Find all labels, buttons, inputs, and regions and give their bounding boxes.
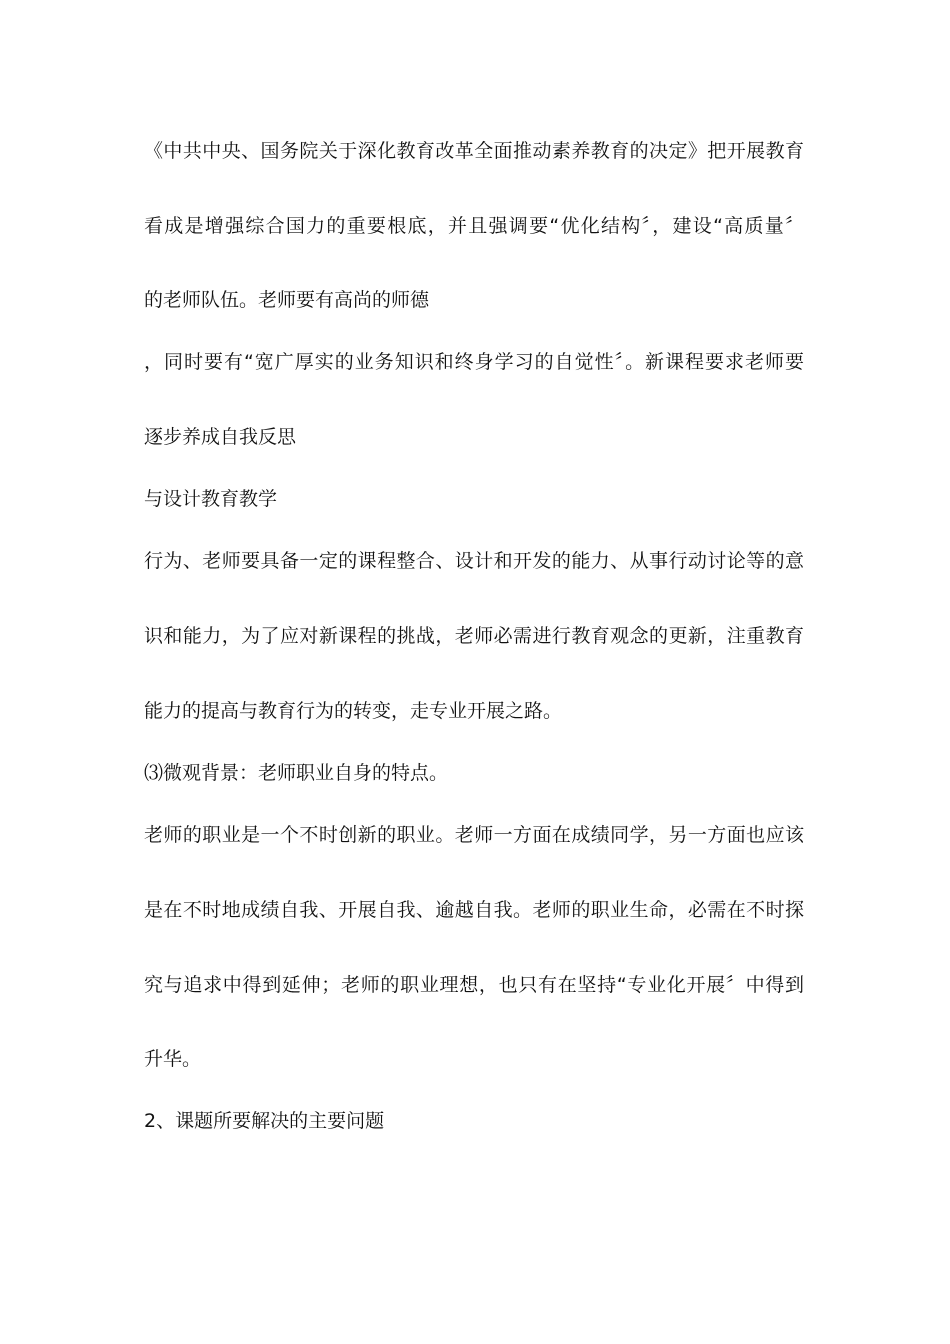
paragraph-line: 升华。	[144, 1048, 202, 1070]
paragraph-line: 看成是增强综合国力的重要根底，并且强调要“优化结构〞，建设“高质量〞	[144, 215, 804, 237]
paragraph-line: 逐步养成自我反思	[144, 426, 297, 448]
paragraph-line: 行为、老师要具备一定的课程整合、设计和开发的能力、从事行动讨论等的意	[144, 550, 804, 572]
paragraph-line: 《中共中央、国务院关于深化教育改革全面推动素养教育的决定》把开展教育	[144, 140, 804, 162]
paragraph-line: 的老师队伍。老师要有高尚的师德	[144, 289, 430, 311]
paragraph-line: ，同时要有“宽广厚实的业务知识和终身学习的自觉性〞。新课程要求老师要	[144, 351, 804, 373]
paragraph-line: 与设计教育教学	[144, 488, 278, 510]
section-heading: ⑶微观背景：老师职业自身的特点。	[144, 762, 449, 784]
paragraph-line: 究与追求中得到延伸；老师的职业理想，也只有在坚持“专业化开展〞中得到	[144, 974, 804, 996]
paragraph-line: 识和能力，为了应对新课程的挑战，老师必需进行教育观念的更新，注重教育	[144, 625, 804, 647]
paragraph-line: 能力的提高与教育行为的转变，走专业开展之路。	[144, 700, 563, 722]
paragraph-line: 老师的职业是一个不时创新的职业。老师一方面在成绩同学，另一方面也应该	[144, 824, 804, 846]
section-heading: 2、课题所要解决的主要问题	[144, 1110, 385, 1132]
paragraph-line: 是在不时地成绩自我、开展自我、逾越自我。老师的职业生命，必需在不时探	[144, 899, 804, 921]
